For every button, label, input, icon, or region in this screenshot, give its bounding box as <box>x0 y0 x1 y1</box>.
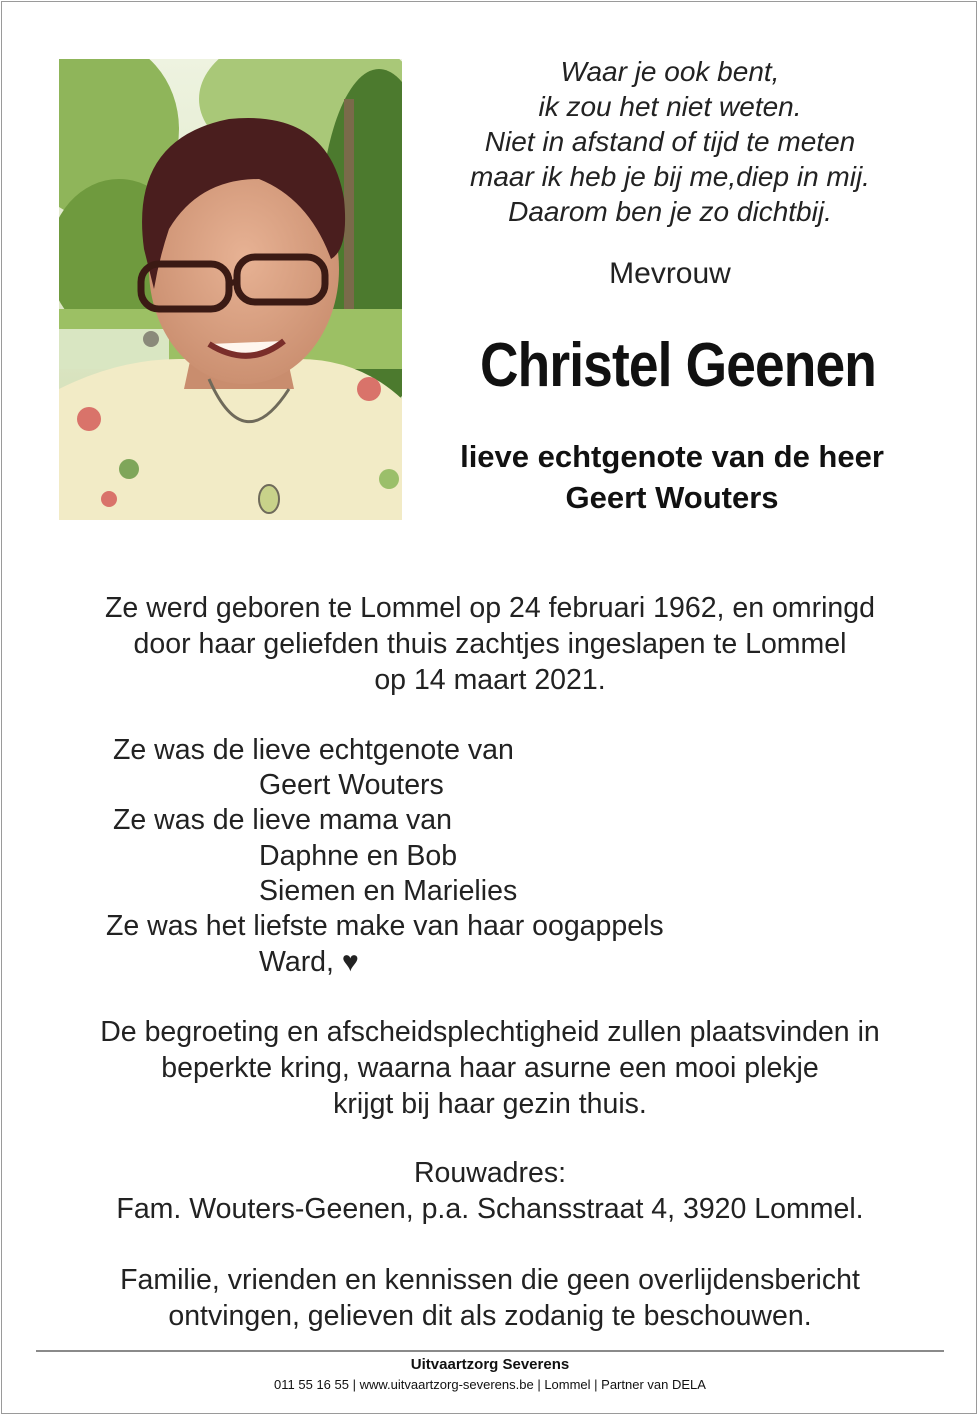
notice-line: Familie, vrienden en kennissen die geen overlijdensbericht <box>120 1264 860 1296</box>
footer-divider <box>36 1350 944 1352</box>
poem-line: Waar je ook bent, <box>560 56 780 87</box>
mourning-address <box>40 1155 940 1227</box>
poem-line: Niet in afstand of tijd te meten <box>484 126 856 157</box>
spouse-line <box>416 436 928 518</box>
poem-line: Daarom ben je zo dichtbij. <box>508 196 832 227</box>
ceremony-info <box>40 1014 940 1122</box>
address-value: Fam. Wouters-Geenen, p.a. Schansstraat 4, 3920 Lommel. <box>116 1193 864 1225</box>
poem-line: ik zou het niet weten. <box>538 91 802 122</box>
family-line: Ze was de lieve mama van <box>113 804 452 836</box>
announcement-line: op 14 maart 2021. <box>374 664 606 696</box>
family-line: Daphne en Bob <box>259 840 458 872</box>
family-line: Ze was het liefste make van haar oogappels <box>106 910 664 942</box>
honorific: Mevrouw <box>609 257 731 290</box>
birth-death-announcement <box>40 590 940 698</box>
memorial-poem <box>420 54 920 229</box>
undertaker-name: Uitvaartzorg Severens <box>410 1356 570 1373</box>
announcement-line: door haar geliefden thuis zachtjes ingeslapen te Lommel <box>133 628 847 660</box>
poem-line: maar ik heb je bij me,diep in mij. <box>470 161 870 192</box>
ceremony-line: De begroeting en afscheidsplechtigheid zullen plaatsvinden in <box>100 1016 880 1048</box>
spouse-line-1: lieve echtgenote van de heer <box>460 439 884 474</box>
family-line: Siemen en Marielies <box>259 875 518 907</box>
announcement-line: Ze werd geboren te Lommel op 24 februari 1962, en omringd <box>105 592 875 624</box>
ceremony-line: beperkte kring, waarna haar asurne een mooi plekje <box>161 1052 819 1084</box>
address-label: Rouwadres: <box>413 1157 567 1189</box>
family-line: Ze was de lieve echtgenote van <box>113 734 514 766</box>
family-line: Geert Wouters <box>259 769 444 801</box>
portrait-photo <box>59 59 402 520</box>
spouse-line-2: Geert Wouters <box>565 480 779 515</box>
undertaker-contact: 011 55 16 55 | www.uitvaartzorg-severens.be | Lommel | Partner van DELA <box>274 1377 706 1392</box>
notice-line: ontvingen, gelieven dit als zodanig te beschouwen. <box>168 1300 812 1332</box>
ceremony-line: krijgt bij haar gezin thuis. <box>333 1088 647 1120</box>
deceased-name: Christel Geenen <box>479 331 877 400</box>
family-line: Ward, ♥ <box>259 946 359 978</box>
notice <box>40 1262 940 1334</box>
